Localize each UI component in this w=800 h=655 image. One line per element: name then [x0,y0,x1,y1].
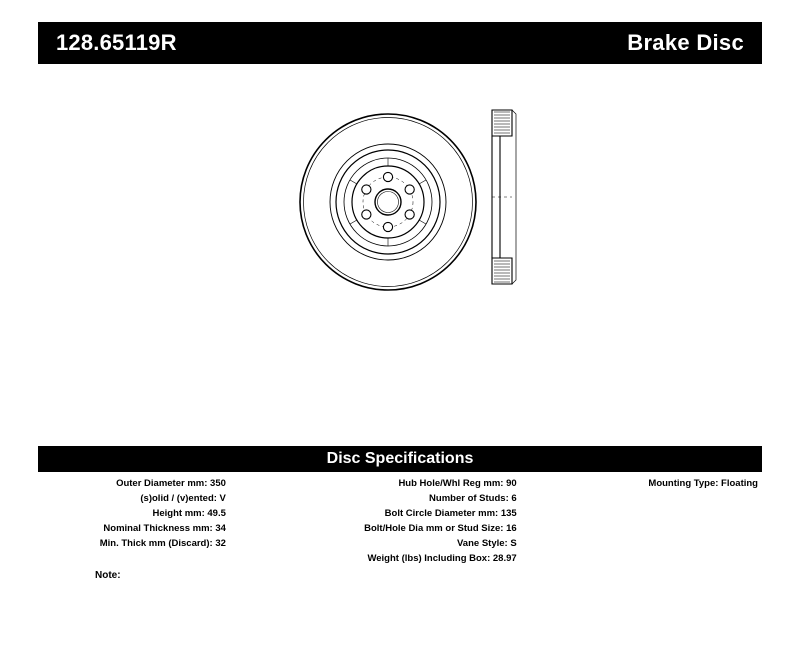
rotor-side-view [468,102,538,297]
spec-row: Number of Studs: 6 [429,493,517,504]
spec-row: Bolt/Hole Dia mm or Stud Size: 16 [364,523,517,534]
spec-row: Vane Style: S [457,538,517,549]
spec-row: Outer Diameter mm: 350 [116,478,226,489]
spec-column-2 [230,476,521,566]
spec-column-3 [521,476,762,491]
spec-column-1 [38,476,230,551]
spec-row: Weight (lbs) Including Box: 28.97 [367,553,517,564]
spec-row: Height mm: 49.5 [152,508,226,519]
specifications-table [38,476,762,566]
spec-row: Min. Thick mm (Discard): 32 [99,538,226,549]
page-title: Brake Disc [627,30,744,55]
disc-specifications-bar [38,446,762,472]
spec-row: Hub Hole/Whl Reg mm: 90 [398,478,517,489]
rotor-front-view [288,102,488,307]
spec-row: (s)olid / (v)ented: V [140,493,226,504]
spec-row: Mounting Type: Floating [648,478,758,489]
header-bar [38,22,762,64]
part-number: 128.65119R [56,30,177,55]
note-label: Note: [95,570,121,581]
disc-specifications-title: Disc Specifications [326,450,474,467]
drawing-area [38,80,762,420]
spec-row: Bolt Circle Diameter mm: 135 [384,508,517,519]
spec-row: Nominal Thickness mm: 34 [103,523,226,534]
